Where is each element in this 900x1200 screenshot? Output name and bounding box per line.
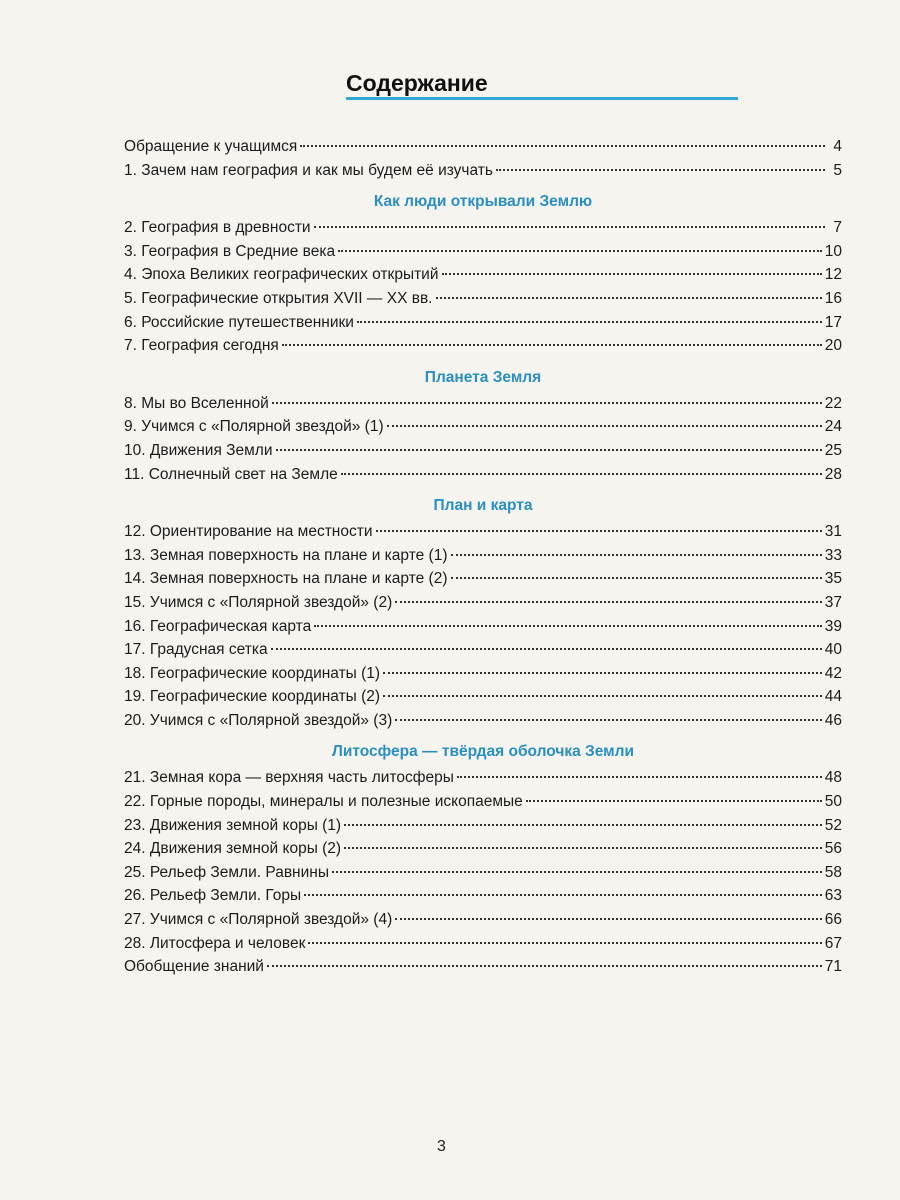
table-of-contents bbox=[124, 138, 842, 982]
toc-entry-title: 11. Солнечный свет на Земле bbox=[124, 465, 338, 483]
toc-entry-page: 58 bbox=[824, 863, 842, 881]
toc-entry-title: 24. Движения земной коры (2) bbox=[124, 840, 342, 858]
toc-entry-page: 48 bbox=[824, 769, 842, 787]
dot-leader bbox=[314, 625, 822, 627]
toc-entry-title: 13. Земная поверхность на плане и карте (1) bbox=[124, 546, 448, 564]
toc-entry-page: 10 bbox=[824, 242, 842, 260]
toc-entry bbox=[124, 466, 842, 490]
toc-entry-title: 19. Географические координаты (2) bbox=[124, 688, 381, 706]
toc-entry-page: 24 bbox=[824, 418, 842, 436]
dot-leader bbox=[383, 672, 822, 674]
toc-entry-page: 44 bbox=[824, 688, 842, 706]
toc-entry bbox=[124, 817, 842, 841]
toc-entry-title: 14. Земная поверхность на плане и карте (2) bbox=[124, 570, 448, 588]
toc-entry-page: 67 bbox=[824, 934, 842, 952]
toc-entry-title: 2. География в древности bbox=[124, 219, 311, 237]
dot-leader bbox=[451, 554, 822, 556]
dot-leader bbox=[341, 473, 822, 475]
dot-leader bbox=[451, 577, 822, 579]
toc-entry-title: 23. Движения земной коры (1) bbox=[124, 816, 342, 834]
toc-entry-title: 15. Учимся с «Полярной звездой» (2) bbox=[124, 593, 393, 611]
toc-entry-title: 21. Земная кора — верхняя часть литосферы bbox=[124, 769, 454, 787]
dot-leader bbox=[395, 918, 822, 920]
toc-entry bbox=[124, 665, 842, 689]
toc-entry-title: Обобщение знаний bbox=[124, 958, 264, 976]
toc-entry bbox=[124, 618, 842, 642]
dot-leader bbox=[304, 894, 822, 896]
toc-entry-title: 27. Учимся с «Полярной звездой» (4) bbox=[124, 911, 393, 929]
toc-entry-page: 35 bbox=[824, 570, 842, 588]
toc-entry-page: 5 bbox=[833, 161, 842, 179]
toc-entry-title: 22. Горные породы, минералы и полезные ископаемые bbox=[124, 793, 523, 811]
dot-leader bbox=[395, 601, 822, 603]
toc-entry-page: 20 bbox=[824, 337, 842, 355]
toc-entry bbox=[124, 641, 842, 665]
toc-entry bbox=[124, 314, 842, 338]
dot-leader bbox=[308, 942, 821, 944]
toc-entry-page: 40 bbox=[824, 641, 842, 659]
toc-entry-page: 17 bbox=[824, 313, 842, 331]
toc-entry-page: 71 bbox=[824, 958, 842, 976]
toc-entry-page: 16 bbox=[824, 289, 842, 307]
dot-leader bbox=[344, 824, 822, 826]
toc-entry-title: 5. Географические открытия XVII — XX вв. bbox=[124, 289, 433, 307]
toc-entry bbox=[124, 547, 842, 571]
dot-leader bbox=[376, 530, 822, 532]
toc-entry bbox=[124, 290, 842, 314]
dot-leader bbox=[314, 226, 825, 228]
section-heading: Литосфера — твёрдая оболочка Земли bbox=[332, 743, 634, 761]
page-title: Содержание bbox=[346, 70, 488, 96]
page-number: 3 bbox=[437, 1138, 446, 1155]
toc-entry-page: 50 bbox=[824, 793, 842, 811]
title-underline bbox=[346, 97, 738, 100]
toc-entry-page: 12 bbox=[824, 266, 842, 284]
toc-entry bbox=[124, 935, 842, 959]
toc-entry-title: 10. Движения Земли bbox=[124, 441, 273, 459]
toc-entry-title: 4. Эпоха Великих географических открытий bbox=[124, 266, 439, 284]
dot-leader bbox=[282, 344, 822, 346]
toc-entry bbox=[124, 162, 842, 186]
toc-entry bbox=[124, 418, 842, 442]
toc-entry-title: 12. Ориентирование на местности bbox=[124, 523, 373, 541]
dot-leader bbox=[387, 425, 822, 427]
dot-leader bbox=[457, 776, 822, 778]
toc-entry bbox=[124, 712, 842, 736]
dot-leader bbox=[272, 402, 822, 404]
toc-entry bbox=[124, 958, 842, 982]
toc-entry-page: 25 bbox=[824, 441, 842, 459]
toc-entry-title: 28. Литосфера и человек bbox=[124, 934, 306, 952]
toc-entry-page: 56 bbox=[824, 840, 842, 858]
toc-entry-page: 52 bbox=[824, 816, 842, 834]
section-heading: План и карта bbox=[433, 497, 533, 515]
dot-leader bbox=[395, 719, 822, 721]
section-heading: Как люди открывали Землю bbox=[373, 193, 593, 211]
toc-entry-title: 26. Рельеф Земли. Горы bbox=[124, 887, 302, 905]
toc-entry bbox=[124, 138, 842, 162]
toc-entry-title: 17. Градусная сетка bbox=[124, 641, 268, 659]
toc-entry-title: 16. Географическая карта bbox=[124, 617, 312, 635]
toc-entry-title: 25. Рельеф Земли. Равнины bbox=[124, 863, 329, 881]
dot-leader bbox=[271, 648, 822, 650]
toc-entry-title: 6. Российские путешественники bbox=[124, 313, 354, 331]
toc-entry-title: 9. Учимся с «Полярной звездой» (1) bbox=[124, 418, 384, 436]
toc-entry-page: 7 bbox=[833, 219, 842, 237]
toc-entry bbox=[124, 864, 842, 888]
toc-entry bbox=[124, 219, 842, 243]
toc-entry-title: 3. География в Средние века bbox=[124, 242, 336, 260]
toc-entry bbox=[124, 570, 842, 594]
toc-entry-page: 42 bbox=[824, 664, 842, 682]
toc-entry-page: 22 bbox=[824, 394, 842, 412]
toc-entry bbox=[124, 793, 842, 817]
toc-entry-page: 39 bbox=[824, 617, 842, 635]
toc-entry-title: Обращение к учащимся bbox=[124, 138, 298, 155]
toc-entry-title: 8. Мы во Вселенной bbox=[124, 394, 269, 412]
toc-entry bbox=[124, 243, 842, 267]
toc-entry-page: 66 bbox=[824, 911, 842, 929]
toc-entry bbox=[124, 840, 842, 864]
toc-entry-page: 4 bbox=[833, 138, 842, 155]
dot-leader bbox=[383, 695, 822, 697]
toc-entry bbox=[124, 769, 842, 793]
dot-leader bbox=[344, 847, 822, 849]
dot-leader bbox=[338, 250, 822, 252]
toc-entry-title: 7. География сегодня bbox=[124, 337, 279, 355]
toc-entry bbox=[124, 594, 842, 618]
toc-entry bbox=[124, 911, 842, 935]
toc-entry bbox=[124, 337, 842, 361]
toc-entry bbox=[124, 442, 842, 466]
section-heading: Планета Земля bbox=[424, 368, 542, 386]
dot-leader bbox=[276, 449, 822, 451]
toc-entry-page: 46 bbox=[824, 711, 842, 729]
toc-entry bbox=[124, 688, 842, 712]
dot-leader bbox=[436, 297, 822, 299]
dot-leader bbox=[526, 800, 822, 802]
toc-entry bbox=[124, 523, 842, 547]
dot-leader bbox=[442, 273, 822, 275]
toc-entry-page: 31 bbox=[824, 523, 842, 541]
toc-entry bbox=[124, 266, 842, 290]
dot-leader bbox=[300, 145, 825, 147]
dot-leader bbox=[332, 871, 822, 873]
toc-entry-title: 18. Географические координаты (1) bbox=[124, 664, 381, 682]
dot-leader bbox=[496, 169, 825, 171]
dot-leader bbox=[357, 321, 822, 323]
dot-leader bbox=[267, 965, 822, 967]
toc-entry-page: 37 bbox=[824, 593, 842, 611]
toc-entry bbox=[124, 395, 842, 419]
toc-entry-page: 28 bbox=[824, 465, 842, 483]
toc-entry-page: 63 bbox=[824, 887, 842, 905]
toc-entry bbox=[124, 887, 842, 911]
toc-entry-page: 33 bbox=[824, 546, 842, 564]
toc-entry-title: 20. Учимся с «Полярной звездой» (3) bbox=[124, 711, 393, 729]
toc-entry-title: 1. Зачем нам география и как мы будем её изучать bbox=[124, 161, 493, 179]
